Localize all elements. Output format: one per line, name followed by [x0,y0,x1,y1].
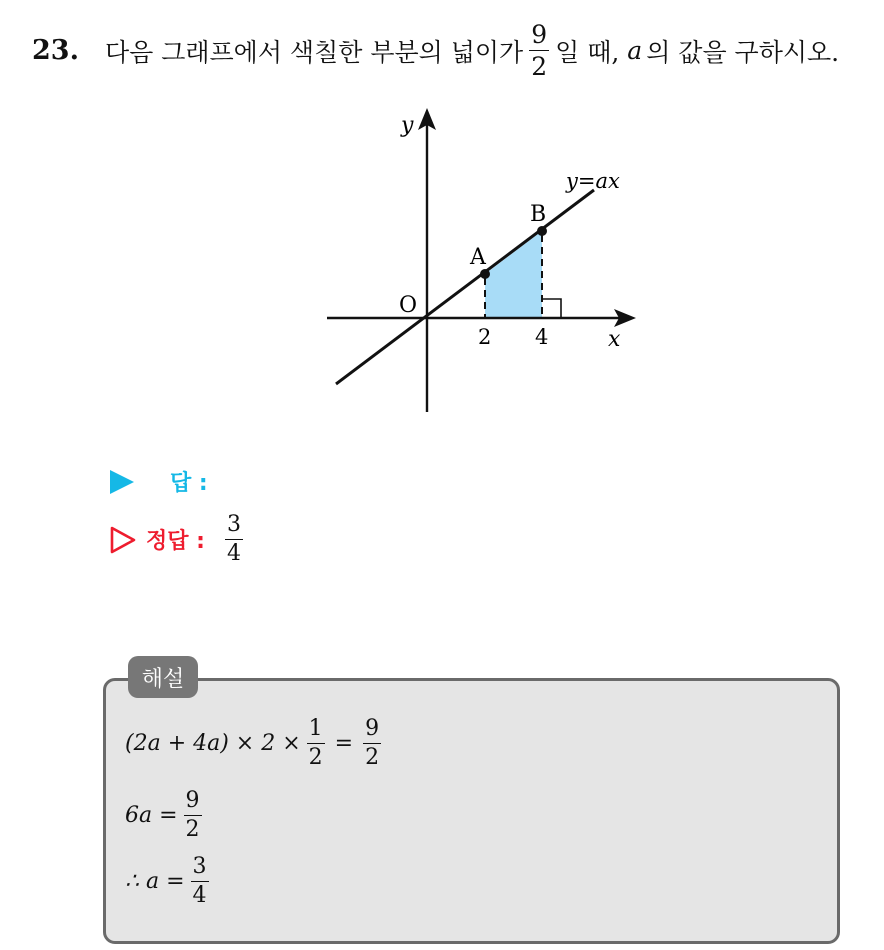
question-variable: a [627,36,643,65]
x-axis-label: x [608,327,621,352]
area-numerator: 9 [531,20,548,49]
point-b-dot [537,226,547,236]
question-text-before: 다음 그래프에서 색칠한 부분의 넓이가 [104,37,524,67]
fraction-numerator: 9 [184,790,202,816]
y-axis-label: y [401,113,414,138]
correct-answer-fraction [225,514,243,565]
line-y-ax [336,190,594,384]
answer-label: 답 : [170,471,208,496]
origin-label: O [399,293,418,318]
question-text-mid: 일 때, [555,37,620,67]
fraction-numerator: 3 [191,856,209,882]
solution-line-1-left: (2a + 4a) × 2 × [125,731,301,756]
outline-triangle-icon [110,526,136,554]
line-label: y=ax [566,169,620,193]
right-angle-mark [542,299,561,318]
solution-tag: 해설 [128,656,198,698]
graph-figure [320,100,650,420]
fraction-numerator: 9 [363,718,381,744]
correct-answer-label: 정답 : [146,529,205,554]
solution-line-1-fraction-2 [363,718,381,769]
filled-triangle-icon [110,470,134,494]
tick-label-2: 2 [478,325,492,349]
tick-label-4: 4 [535,325,549,349]
solution-line-1-equals: = [334,731,354,756]
solution-line-2 [125,790,208,841]
fraction-denominator: 2 [185,817,200,842]
solution-line-3-left: ∴ a = [125,869,185,894]
solution-line-1 [125,718,387,769]
question-number: 23. [32,35,79,66]
solution-line-2-fraction [184,790,202,841]
answer-row [110,466,208,497]
fraction-denominator: 4 [192,883,207,908]
correct-answer-denominator: 4 [226,541,241,566]
point-a-dot [480,269,490,279]
solution-line-2-left: 6a = [125,803,178,828]
point-a-label: A [470,245,486,270]
fraction-denominator: 2 [308,745,323,770]
correct-answer-numerator: 3 [225,514,243,540]
fraction-denominator: 2 [365,745,380,770]
question-text-after: 의 값을 구하시오. [646,37,840,67]
solution-line-1-fraction-1 [307,718,325,769]
question [32,22,839,79]
area-fraction [529,22,549,79]
fraction-numerator: 1 [307,718,325,744]
solution-line-3 [125,856,215,907]
point-b-label: B [530,202,547,227]
area-denominator: 2 [531,52,548,81]
shaded-region [485,231,542,318]
solution-line-3-fraction [191,856,209,907]
correct-answer-row [110,514,249,565]
